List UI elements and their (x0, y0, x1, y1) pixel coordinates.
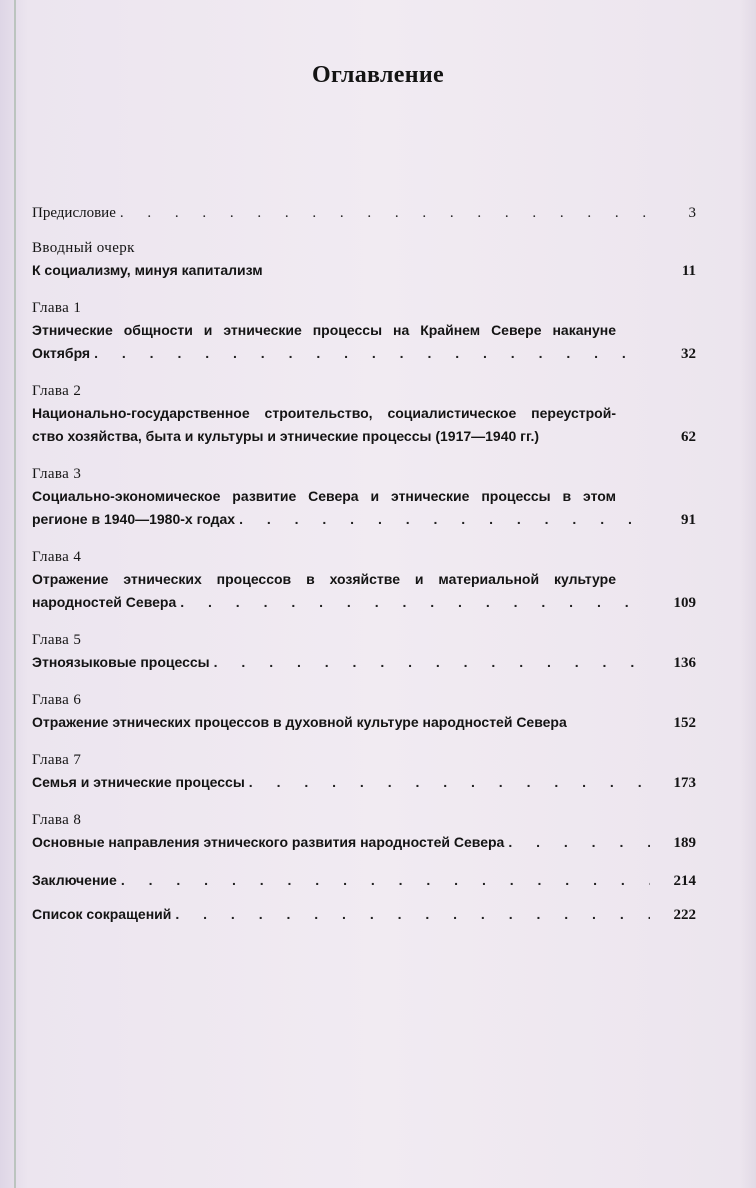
dot-leader (180, 591, 650, 614)
chapter-title: Отражение этнических процессов в духовной культуре народностей Севера (32, 714, 567, 730)
toc-line (32, 831, 696, 855)
toc-entry (32, 689, 696, 735)
toc-row (32, 402, 696, 449)
toc-entry (32, 237, 696, 283)
toc-row (32, 319, 696, 366)
chapter-label: Глава 8 (32, 812, 82, 828)
toc-row (32, 831, 696, 855)
toc-line (32, 342, 696, 366)
page-number: 91 (681, 512, 696, 528)
page-number: 222 (673, 907, 696, 923)
chapter-title: ство хозяйства, быта и культуры и этнические процессы (1917—1940 гг.) (32, 428, 539, 444)
chapter-label: Глава 3 (32, 466, 82, 482)
toc-entry (32, 297, 696, 366)
page-number: 62 (681, 429, 696, 445)
toc-entry (32, 463, 696, 532)
chapter-label: Глава 1 (32, 300, 82, 316)
page-number: 214 (673, 873, 696, 889)
chapter-title: Список сокращений (32, 906, 172, 922)
page-number: 136 (673, 655, 696, 671)
toc-line (32, 591, 696, 615)
chapter-title: регионе в 1940—1980-х годах (32, 511, 236, 527)
page-number: 32 (681, 346, 696, 362)
chapter-title-line: Социально-экономическое развитие Севера и этнические процессы в этом (32, 488, 616, 504)
toc-line (32, 425, 696, 449)
dot-leader (175, 903, 650, 926)
chapter-title: Заключение (32, 872, 117, 888)
toc-line (32, 903, 696, 927)
chapter-title-line: Национально-государственное строительство, социалистическое переустрой- (32, 405, 616, 421)
chapter-title: Основные направления этнического развития народностей Севера (32, 834, 505, 850)
chapter-title-line: Отражение этнических процессов в хозяйстве и материальной культуре (32, 571, 616, 587)
toc-row (32, 485, 696, 532)
chapter-title: Предисловие (32, 205, 116, 221)
toc-row (32, 259, 696, 283)
chapter-label: Глава 5 (32, 632, 82, 648)
toc-row (32, 869, 696, 893)
page-number: 109 (673, 595, 696, 611)
page-number: 11 (681, 263, 696, 279)
toc-entry (32, 809, 696, 855)
chapter-title: Октября (32, 345, 91, 361)
chapter-title-line: Этнические общности и этнические процессы на Крайнем Севере накануне (32, 322, 616, 338)
toc-row (32, 903, 696, 927)
page-title: Оглавление (312, 62, 444, 88)
toc-line (32, 711, 696, 735)
chapter-title: Этноязыковые процессы (32, 654, 210, 670)
chapter-label: Глава 2 (32, 383, 82, 399)
toc-entry (32, 749, 696, 795)
page-number: 173 (673, 775, 696, 791)
chapter-title: народностей Севера (32, 594, 177, 610)
page-margin-line (14, 0, 16, 1188)
chapter-title: К социализму, минуя капитализм (32, 262, 263, 278)
dot-leader (239, 508, 650, 531)
page-number: 189 (673, 835, 696, 851)
dot-leader (508, 831, 650, 854)
page-number: 3 (688, 205, 696, 221)
toc-entry (32, 869, 696, 893)
toc-row (32, 651, 696, 675)
toc-line (32, 771, 696, 795)
toc-line (32, 259, 696, 283)
toc-line (32, 651, 696, 675)
toc-line (32, 869, 696, 893)
toc-row (32, 711, 696, 735)
chapter-label: Глава 7 (32, 752, 82, 768)
dot-leader (121, 869, 650, 892)
chapter-title: Семья и этнические процессы (32, 774, 245, 790)
dot-leader (94, 342, 650, 365)
table-of-contents (32, 202, 696, 937)
toc-row (32, 202, 696, 225)
toc-entry (32, 903, 696, 927)
chapter-label: Глава 6 (32, 692, 82, 708)
chapter-label: Глава 4 (32, 549, 82, 565)
page-number: 152 (673, 715, 696, 731)
toc-entry (32, 202, 696, 225)
chapter-label: Вводный очерк (32, 240, 135, 256)
toc-entry (32, 546, 696, 615)
dot-leader (249, 771, 650, 794)
toc-row (32, 771, 696, 795)
dot-leader (214, 651, 650, 674)
toc-row (32, 568, 696, 615)
dot-leader (120, 202, 650, 225)
toc-entry (32, 380, 696, 449)
toc-entry (32, 629, 696, 675)
toc-line (32, 508, 696, 532)
toc-line (32, 202, 696, 225)
